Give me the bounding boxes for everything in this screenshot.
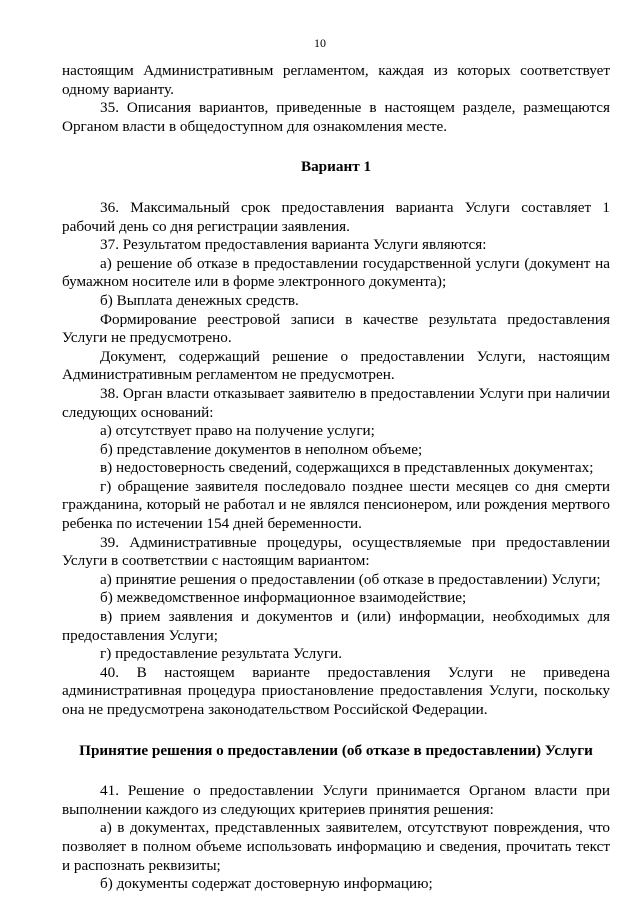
paragraph: в) недостоверность сведений, содержащихся в представленных документах; (100, 459, 594, 477)
paragraph: 36. Максимальный срок предоставления варианта Услуги составляет 1 рабочий день со дня регистрации заявления. (62, 198, 610, 235)
variant-heading: Вариант 1 (300, 158, 372, 176)
paragraph: 35. Описания вариантов, приведенные в настоящем разделе, размещаются Органом власти в общедоступном для ознакомления месте. (62, 99, 610, 135)
paragraph: настоящим Административным регламентом, каждая из которых соответствует одному варианту. (62, 62, 610, 98)
paragraph: а) в документах, представленных заявителем, отсутствуют повреждения, что позволяет в полном объеме использовать информацию и сведения, прочитать текст и распознать реквизиты; (62, 819, 610, 874)
paragraph: б) Выплата денежных средств. (100, 291, 299, 309)
paragraph: а) решение об отказе в предоставлении государственной услуги (документ на бумажном носителе или в форме электронного документа); (62, 254, 610, 291)
paragraph: 37. Результатом предоставления варианта Услуги являются: (100, 236, 487, 254)
paragraph: б) документы содержат достоверную информацию; (100, 875, 433, 893)
paragraph: г) обращение заявителя последовало позднее шести месяцев со дня смерти гражданина, который не работал и не являлся пенсионером, или рождения мертвого ребенка по истечении 154 дней беременности. (62, 477, 610, 533)
paragraph: б) межведомственное информационное взаимодействие; (100, 589, 467, 607)
paragraph: а) отсутствует право на получение услуги; (100, 422, 375, 440)
paragraph: г) предоставление результата Услуги. (100, 645, 343, 663)
paragraph: Документ, содержащий решение о предоставлении Услуги, настоящим Административным регламентом не предусмотрен. (62, 347, 610, 384)
paragraph: Формирование реестровой записи в качестве результата предоставления Услуги не предусмотрено. (62, 310, 610, 347)
section-heading: Принятие решения о предоставлении (об отказе в предоставлении) Услуги (79, 741, 593, 759)
paragraph: а) принятие решения о предоставлении (об отказе в предоставлении) Услуги; (100, 570, 601, 588)
paragraph: в) прием заявления и документов и (или) информации, необходимых для предоставления Услуги; (62, 608, 610, 644)
document-body (62, 62, 610, 894)
paragraph: 38. Орган власти отказывает заявителю в предоставлении Услуги при наличии следующих оснований: (62, 384, 610, 421)
paragraph: 39. Административные процедуры, осуществляемые при предоставлении Услуги в соответствии с настоящим вариантом: (62, 533, 610, 570)
page-number: 10 (314, 36, 326, 50)
paragraph: 41. Решение о предоставлении Услуги принимается Органом власти при выполнении каждого из следующих критериев принятия решения: (62, 782, 610, 818)
paragraph: 40. В настоящем варианте предоставления Услуги не приведена административная процедура приостановление предоставления Услуги, поскольку она не предусмотрена законодательством Российской Федерации. (62, 663, 610, 718)
paragraph: б) представление документов в неполном объеме; (100, 440, 423, 458)
